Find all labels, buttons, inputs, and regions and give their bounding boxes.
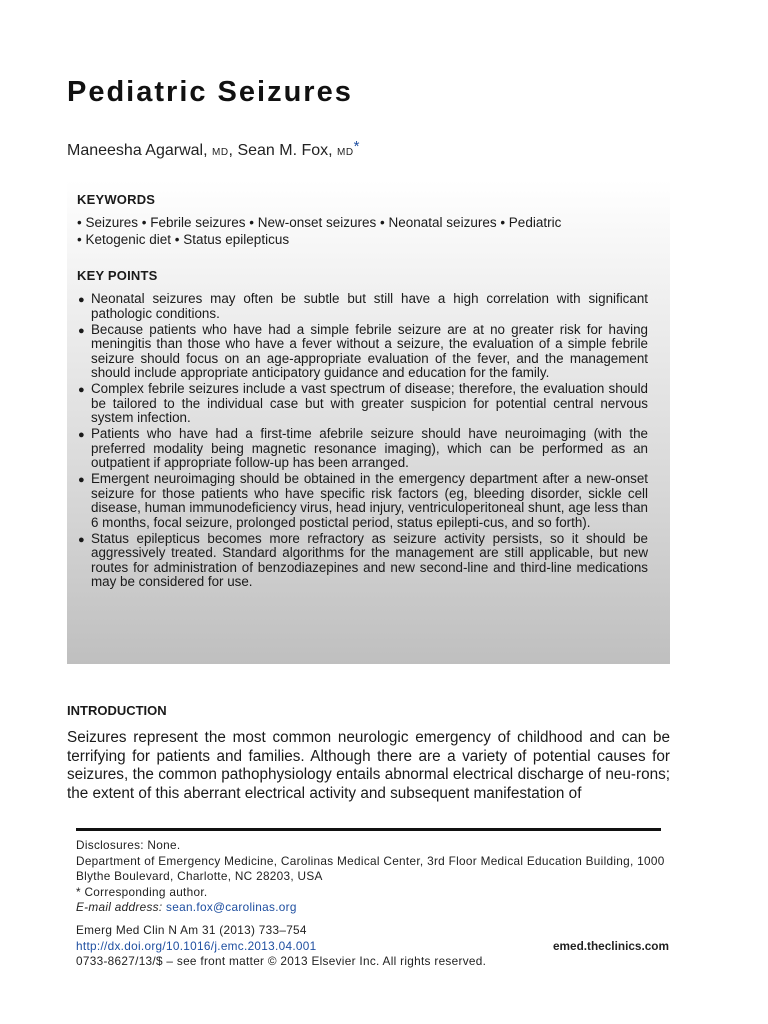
corresponding-author-link[interactable]: * xyxy=(353,138,360,155)
bullet-icon: ● xyxy=(78,429,85,441)
bullet-icon: ● xyxy=(78,533,85,546)
journal-website-link[interactable]: emed.theclinics.com xyxy=(552,939,669,953)
key-point-item xyxy=(77,472,648,530)
doi-link[interactable]: http://dx.doi.org/10.1016/j.emc.2013.04.001 xyxy=(76,938,317,953)
key-point-item xyxy=(77,532,648,590)
article-title: Pediatric Seizures xyxy=(67,76,353,108)
key-point-text: Emergent neuroimaging should be obtained in the emergency department after a new-onset seizure for those patients who have specific risk factors (eg, bleeding disorder, sickle cell disease, human immunodeficiency virus, head injury, ventriculoperitoneal shunt, age less than 6 months, focal seizure, prolonged postictal period, status epilepti-cus, and so forth). xyxy=(91,471,648,530)
footnotes xyxy=(76,838,676,916)
key-point-text: Complex febrile seizures include a vast spectrum of disease; therefore, the evaluation should be tailored to the individual case but with greater suspicion for potential central nervous system infection. xyxy=(91,381,648,425)
copyright-line: 0733-8627/13/$ – see front matter © 2013 Elsevier Inc. All rights reserved. xyxy=(76,954,487,968)
key-point-item xyxy=(77,382,648,426)
key-points-list xyxy=(77,292,648,590)
keywords-heading: KEYWORDS xyxy=(77,192,156,207)
introduction-heading: INTRODUCTION xyxy=(67,703,167,718)
author-name: Maneesha Agarwal xyxy=(67,142,204,159)
corresponding-note: * Corresponding author. xyxy=(76,884,208,899)
author-degree: MD xyxy=(211,147,229,158)
key-point-text: Because patients who have had a simple febrile seizure are at no greater risk for having meningitis than those who have a fever without a seizure, the evaluation of a simple febrile seizure should focus on an age-appropriate evaluation of the fever, and the management should include appropriate anticipatory guidance and education for the family. xyxy=(91,321,648,380)
key-point-item xyxy=(77,323,648,381)
key-point-text: Neonatal seizures may often be subtle but still have a high correlation with significant pathologic conditions. xyxy=(91,291,648,321)
author-degree: MD xyxy=(337,147,354,158)
key-point-item xyxy=(77,292,648,321)
bullet-icon: ● xyxy=(78,324,85,337)
key-point-text: Status epilepticus becomes more refractory as seizure activity persists, so it should be aggressively treated. Standard algorithms for the management are still applicable, but new routes for administration of benzodiazepines and new second-line and third-line medications may be considered for use. xyxy=(91,530,648,589)
disclosures-note: Disclosures: None. xyxy=(76,838,181,852)
email-link[interactable]: sean.fox@carolinas.org xyxy=(166,900,297,914)
affiliation-note: Department of Emergency Medicine, Carolinas Medical Center, 3rd Floor Medical Education Building, 1000 Blythe Boulevard, Charlotte, NC 28203, USA xyxy=(76,853,665,883)
bullet-icon: ● xyxy=(78,294,85,306)
bullet-icon: ● xyxy=(78,384,85,396)
key-point-item xyxy=(77,427,648,471)
author-line: Maneesha Agarwal, MD, Sean M. Fox, MD* xyxy=(67,138,360,159)
journal-citation: Emerg Med Clin N Am 31 (2013) 733–754 xyxy=(76,923,307,937)
introduction-paragraph: Seizures represent the most common neurologic emergency of childhood and can be terrifying for patients and families. Although there are a variety of potential causes for seizures, the common pathophysiology entails abnormal electrical discharge of neu-rons; the extent of this aberrant electrical activity and subsequent manifestation of xyxy=(67,729,670,802)
email-note xyxy=(76,900,676,916)
email-label: E-mail address: xyxy=(76,900,163,914)
bullet-icon: ● xyxy=(78,474,85,486)
keywords-keypoints-box xyxy=(67,180,670,664)
author-name: Sean M. Fox xyxy=(237,142,329,159)
footnote-divider xyxy=(76,828,661,831)
keywords-line: • Ketogenic diet • Status epilepticus xyxy=(77,232,290,247)
key-point-text: Patients who have had a first-time afebrile seizure should have neuroimaging (with the preferred modality being magnetic resonance imaging), which can be performed as an outpatient if appropriate follow-up has been arranged. xyxy=(91,426,648,470)
key-points-heading: KEY POINTS xyxy=(77,268,158,283)
keywords-line: • Seizures • Febrile seizures • New-onset seizures • Neonatal seizures • Pediatric xyxy=(77,215,562,230)
